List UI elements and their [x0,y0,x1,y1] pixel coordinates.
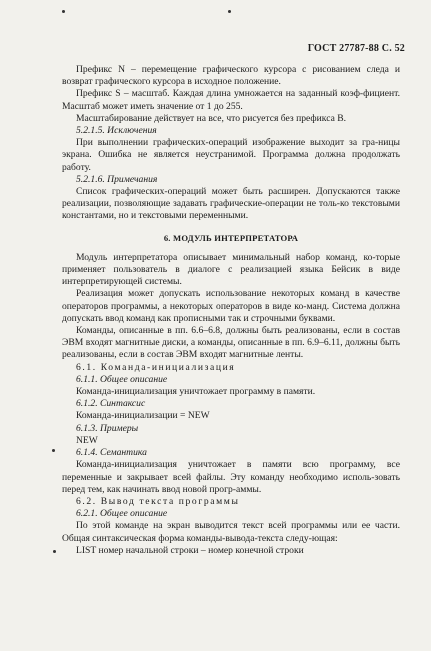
example-line: NEW [76,434,98,446]
subsection-heading: 6.1.2. Синтаксис [76,398,146,410]
paragraph: По этой команде на экран выводится текст всей программы или ее части. Общая синтаксическая форма команды-вывода-текста следу-ющая: [62,520,400,544]
page-header: ГОСТ 27787-88 С. 52 [307,43,405,54]
subsection-heading: 6.1.4. Семантика [76,447,147,459]
subsection-heading: 6.2.1. Общее описание [76,508,168,520]
paragraph: Команды, описанные в пп. 6.6–6.8, должны быть реализованы, если в состав ЭВМ входят магнитные диски, а команды, описанные в пп. 6.9–6.11, должны быть реализованы, если в состав ЭВМ входят магнитные ленты. [62,325,400,361]
subsection-heading: 6.1.1. Общее описание [76,373,168,385]
subsection-heading: 5.2.1.5. Исключения [76,125,157,137]
paragraph: Префикс N – перемещение графического курсора с рисованием следа и возврат графического курсора в исходное положение. [62,64,400,88]
paragraph: Префикс S – масштаб. Каждая длина умножается на заданный коэф-фициент. Масштаб может иметь значение от 1 до 255. [62,88,400,112]
paragraph: Реализация может допускать использование некоторых команд в качестве операторов программы, а некоторых операторов в виде ко-манд. Система должна допускать ввод команд как прописными так и строчными буквами. [62,288,400,324]
scan-speck [52,449,55,452]
subsection-heading: 6.1. Команда-инициализация [76,361,236,373]
paragraph: Команда-инициализация уничтожает в памяти всю программу, все переменные и закрывает всей файлы. Эту команду необходимо исполь-зовать перед тем, как начинать ввод новой прогр-аммы. [62,459,400,495]
section-heading: 6. МОДУЛЬ ИНТЕРПРЕТАТОРА [163,232,299,243]
paragraph: При выполнении графических-операций изображение выходит за гра-ницы экрана. Ошибка не является неустранимой. Программа должна продолжать работу. [62,137,400,173]
syntax-line: LIST номер начальной строки – номер конечной строки [76,544,304,556]
scan-speck [228,10,231,13]
document-body [62,64,400,557]
paragraph: Команда-инициализация уничтожает программу в памяти. [76,386,316,398]
scan-speck [62,10,65,13]
paragraph: Список графических-операций может быть расширен. Допускаются также реализации, позволяющие задавать графические-операции не толь-ко текстовыми константами, но и текстовыми переменными. [62,186,400,222]
subsection-heading: 5.2.1.6. Примечания [76,173,158,185]
paragraph: Масштабирование действует на все, что рисуется без префикса В. [76,112,347,124]
scan-speck [53,550,56,553]
subsection-heading: 6.2. Вывод текста программы [76,495,240,507]
paragraph: Модуль интерпретатора описывает минимальный набор команд, ко-торые применяет пользователь в диалоге с реализацией языка Бейсик в виде интерпретирующей системы. [62,251,400,288]
syntax-line: Команда-инициализации = NEW [76,410,210,422]
subsection-heading: 6.1.3. Примеры [76,422,139,434]
